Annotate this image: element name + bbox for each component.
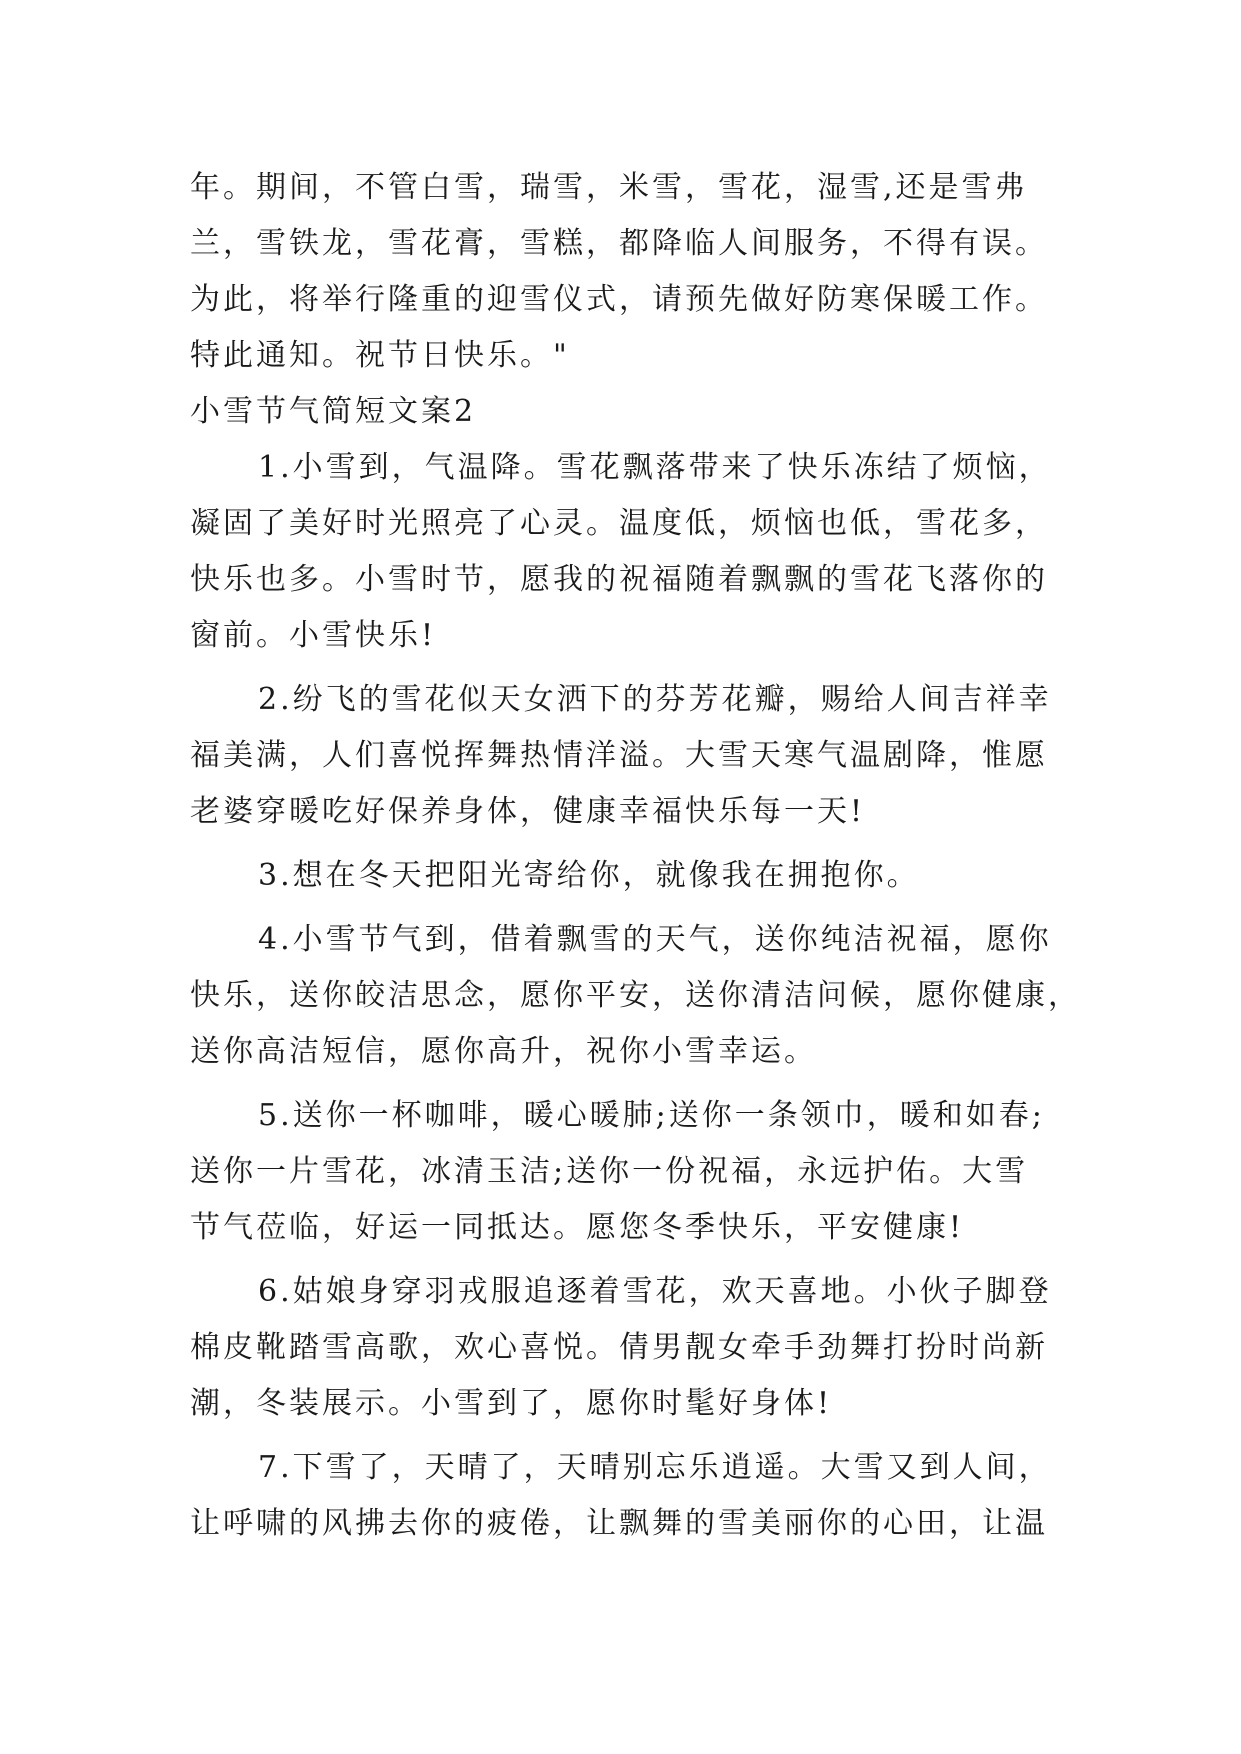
text-line: 节气莅临，好运一同抵达。愿您冬季快乐，平安健康!	[190, 1210, 965, 1245]
text-line: 快乐也多。小雪时节，愿我的祝福随着飘飘的雪花飞落你的	[190, 562, 1048, 597]
paragraph-4	[190, 912, 1081, 1080]
text-line: 让呼啸的风拂去你的疲倦，让飘舞的雪美丽你的心田，让温	[190, 1506, 1048, 1541]
text-line: 特此通知。祝节日快乐。"	[190, 338, 570, 373]
text-line: 棉皮靴踏雪高歌，欢心喜悦。倩男靓女牵手劲舞打扮时尚新	[190, 1330, 1048, 1365]
text-line: 1.小雪到，气温降。雪花飘落带来了快乐冻结了烦恼，	[258, 450, 1052, 485]
text-line: 兰，雪铁龙，雪花膏，雪糕，都降临人间服务，不得有误。	[190, 226, 1048, 261]
intro-paragraph	[190, 160, 1070, 384]
text-line: 年。期间，不管白雪，瑞雪，米雪，雪花，湿雪,还是雪弗	[190, 170, 1028, 205]
text-line: 老婆穿暖吃好保养身体，健康幸福快乐每一天!	[190, 794, 866, 829]
text-line: 3.想在冬天把阳光寄给你，就像我在拥抱你。	[258, 858, 920, 893]
text-line: 福美满，人们喜悦挥舞热情洋溢。大雪天寒气温剧降，惟愿	[190, 738, 1048, 773]
text-line: 潮，冬装展示。小雪到了，愿你时髦好身体!	[190, 1386, 833, 1421]
text-line: 5.送你一杯咖啡，暖心暖肺;送你一条领巾，暖和如春;	[258, 1098, 1045, 1133]
paragraph-3	[190, 848, 1070, 904]
text-line: 4.小雪节气到，借着飘雪的天气，送你纯洁祝福，愿你	[258, 922, 1052, 957]
paragraph-7	[190, 1440, 1070, 1552]
text-line: 7.下雪了，天晴了，天晴别忘乐逍遥。大雪又到人间，	[258, 1450, 1052, 1485]
paragraph-2	[190, 672, 1070, 840]
paragraph-6	[190, 1264, 1070, 1432]
text-line: 快乐，送你皎洁思念，愿你平安，送你清洁问候，愿你健康，	[190, 978, 1081, 1013]
text-line: 凝固了美好时光照亮了心灵。温度低，烦恼也低，雪花多，	[190, 506, 1048, 541]
section-title: 小雪节气简短文案2	[190, 394, 477, 429]
text-line: 为此，将举行隆重的迎雪仪式，请预先做好防寒保暖工作。	[190, 282, 1048, 317]
text-line: 2.纷飞的雪花似天女洒下的芬芳花瓣，赐给人间吉祥幸	[258, 682, 1052, 717]
document-page	[190, 160, 1081, 1552]
text-line: 送你高洁短信，愿你高升，祝你小雪幸运。	[190, 1034, 817, 1069]
text-line: 6.姑娘身穿羽戎服追逐着雪花，欢天喜地。小伙子脚登	[258, 1274, 1052, 1309]
paragraph-1	[190, 440, 1070, 664]
paragraph-5	[190, 1088, 1070, 1256]
text-line: 窗前。小雪快乐!	[190, 618, 437, 653]
text-line: 送你一片雪花，冰清玉洁;送你一份祝福，永远护佑。大雪	[190, 1154, 1029, 1189]
